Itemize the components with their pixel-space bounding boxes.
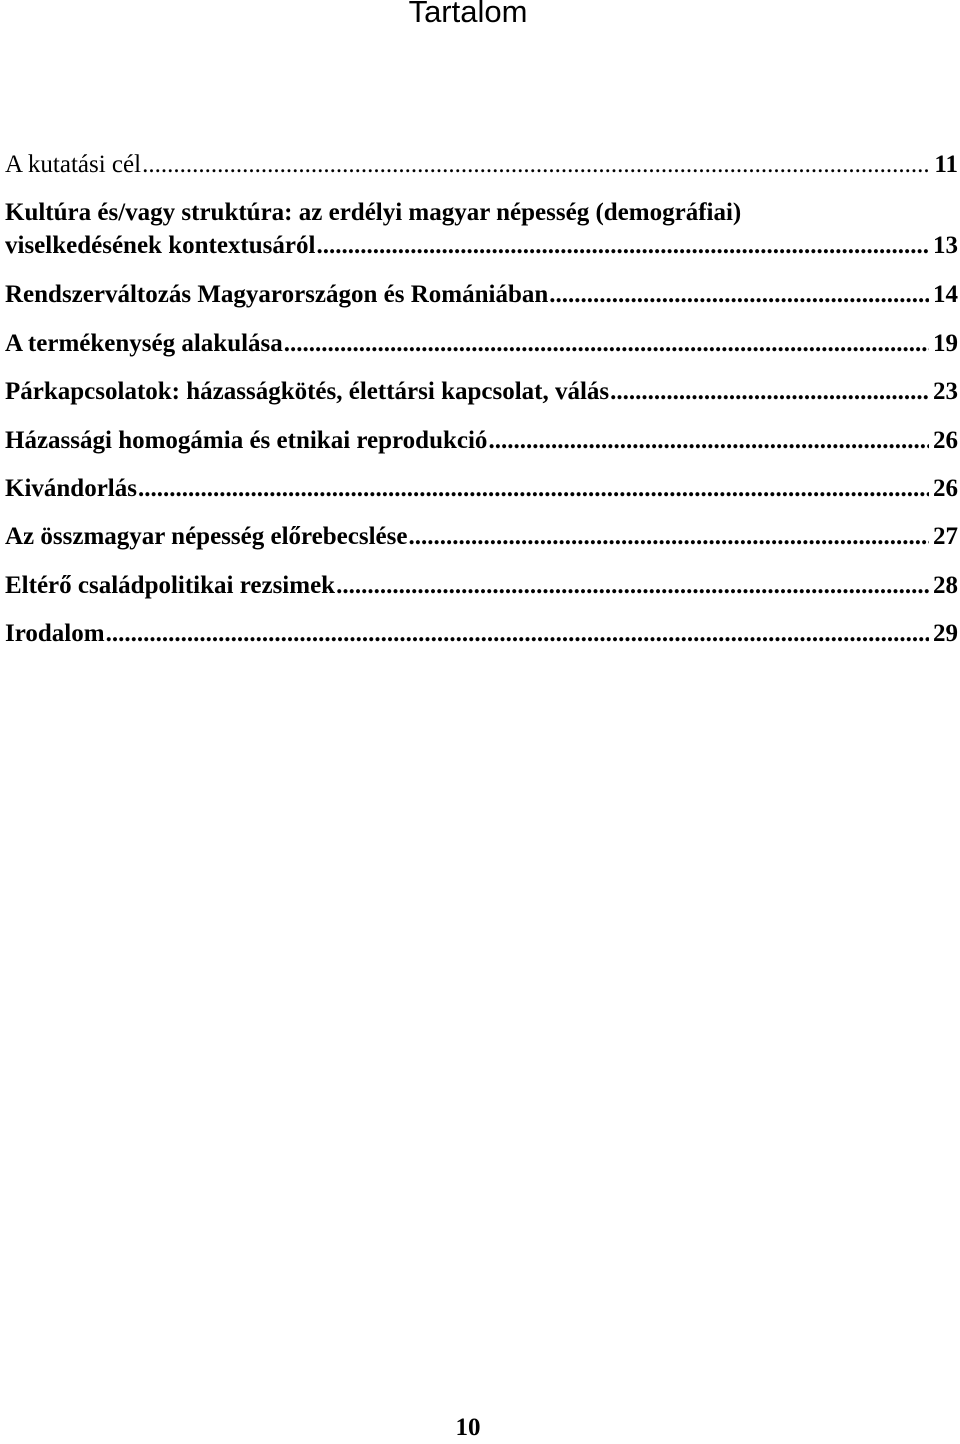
toc-entry[interactable]	[5, 562, 958, 610]
toc-entry[interactable]	[5, 141, 958, 189]
toc-entry[interactable]	[5, 271, 958, 319]
toc-entry[interactable]	[5, 610, 958, 658]
page-title: Tartalom	[408, 0, 528, 29]
toc-page-number: 29	[933, 620, 958, 648]
toc-entry-title: A termékenység alakulása	[5, 329, 283, 357]
toc-entry-title: Kivándorlás	[5, 475, 137, 503]
dot-leader	[549, 271, 929, 319]
toc-page-number: 19	[933, 329, 958, 357]
toc-page-number: 27	[933, 523, 958, 551]
toc-entry-title: Párkapcsolatok: házasságkötés, élettársi kapcsolat, válás	[5, 378, 610, 406]
toc-entry-title: Házassági homogámia és etnikai reprodukció	[5, 426, 488, 454]
footer-page-number: 10	[455, 1414, 481, 1441]
dot-leader	[138, 465, 929, 513]
dot-leader	[106, 610, 929, 658]
toc-page-number: 13	[933, 232, 958, 260]
toc-entry[interactable]	[5, 465, 958, 513]
toc-page-number: 14	[933, 281, 958, 309]
table-of-contents	[5, 141, 958, 659]
dot-leader	[284, 320, 929, 368]
toc-entry[interactable]	[5, 417, 958, 465]
dot-leader	[142, 141, 930, 189]
toc-entry-title-line1: Kultúra és/vagy struktúra: az erdélyi magyar népesség (demográfiai)	[5, 199, 742, 227]
dot-leader	[488, 417, 929, 465]
toc-entry[interactable]	[5, 320, 958, 368]
dot-leader	[408, 513, 929, 561]
toc-page-number: 26	[933, 426, 958, 454]
dot-leader	[316, 231, 929, 261]
toc-page-number: 28	[933, 571, 958, 599]
toc-entry-title: Eltérő családpolitikai rezsimek	[5, 571, 336, 599]
toc-entry-title: Irodalom	[5, 620, 105, 648]
dot-leader	[336, 562, 929, 610]
toc-entry-title-line2: viselkedésének kontextusáról	[5, 232, 316, 260]
toc-entry-title: Rendszerváltozás Magyarországon és Romániában	[5, 281, 549, 309]
toc-entry-title: Az összmagyar népesség előrebecslése	[5, 523, 408, 551]
toc-page-number: 11	[934, 151, 958, 178]
toc-entry[interactable]	[5, 513, 958, 561]
dot-leader	[610, 368, 929, 416]
toc-entry[interactable]	[5, 368, 958, 416]
toc-entry-title: A kutatási cél	[5, 151, 142, 178]
toc-entry[interactable]	[5, 189, 958, 271]
toc-page-number: 26	[933, 475, 958, 503]
toc-page-number: 23	[933, 378, 958, 406]
